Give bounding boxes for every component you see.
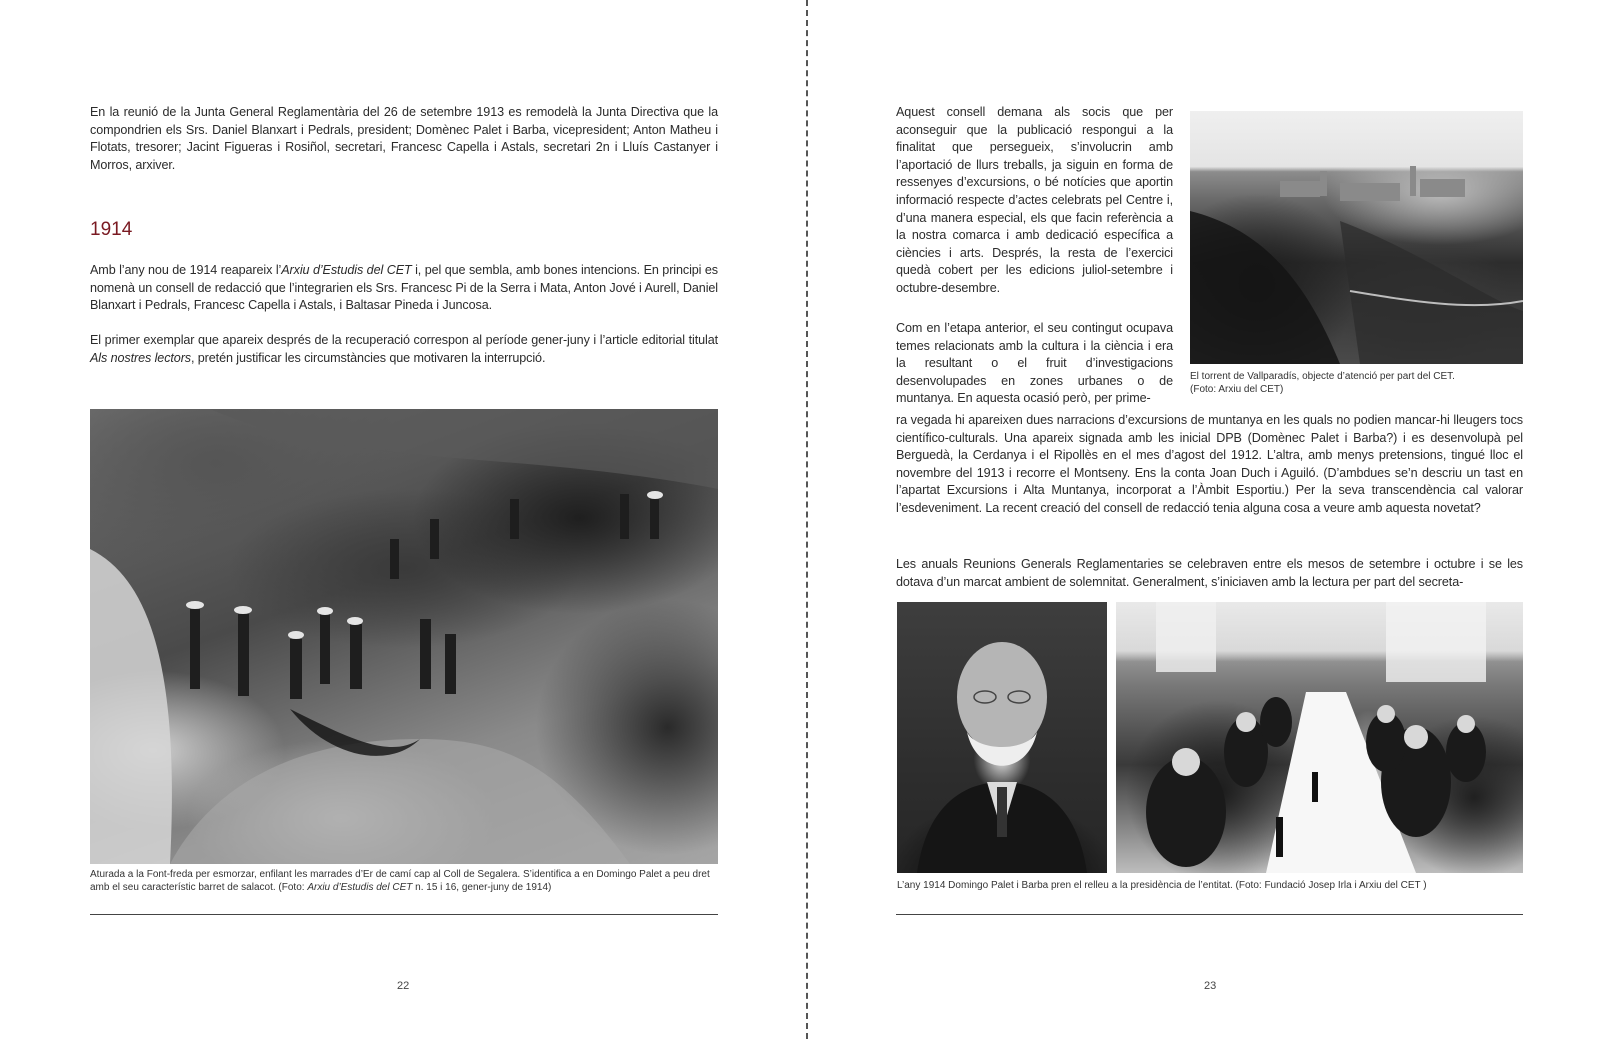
right-paragraph-2-narrow: Com en l’etapa anterior, el seu contingut ocupava temes relacionats amb la cultura i la ciència i era la resultant o el fruit d’investigacions desenvolupades en zones urbanes o de muntanya. En aquesta ocasió però, per prime- <box>896 321 1173 406</box>
page-number-left: 22 <box>397 980 410 992</box>
left-page <box>0 0 806 1039</box>
vallparadis-caption-line-2: (Foto: Arxiu del CET) <box>1190 384 1284 395</box>
year-heading: 1914 <box>90 219 133 240</box>
left-page-rule <box>90 914 718 915</box>
mountain-photo-caption: Aturada a la Font-freda per esmorzar, enfilant les marrades d’Er de camí cap al Coll de Segalera. S’identifica a en Domingo Palet a peu dret amb el seu característic barret de salacot. (Foto: Arxiu d’Estudis del CET n. 15 i 16, gener-juny de 1914) <box>90 869 710 893</box>
left-paragraph-2: Amb l’any nou de 1914 reapareix l’Arxiu d’Estudis del CET i, pel que sembla, amb bones intencions. En principi es nomenà un consell de redacció que l’integrarien els Srs. Francesc Pi de la Serra i Mata, Anton Jové i Aurell, Daniel Blanxart i Pedrals, Francesc Capella i Astals, i Baltasar Pineda i Juncosa. <box>90 263 719 313</box>
domingo-palet-portrait-photo <box>897 602 1107 873</box>
right-page <box>808 0 1613 1039</box>
mountain-excursion-photo <box>90 409 718 864</box>
right-paragraph-1: Aquest consell demana als socis que per aconseguir que la publicació respongui a la finalitat que persegueix, s’involucrin amb l’aportació de llurs treballs, ja siguin en forma de ressenyes d’excursions, o bé notícies que aportin informació respecte d’actes celebrats pel Centre i, d’una manera especial, els que facin referència a la nostra comarca i amb dedicació específica a ciències i arts. Després, la resta de l’exercici quedà cobert per les edicions juliol-setembre i octubre-desembre. <box>896 105 1173 295</box>
vallparadis-caption-line-1: El torrent de Vallparadís, objecte d’atenció per part del CET. <box>1190 371 1455 382</box>
left-paragraph-1: En la reunió de la Junta General Reglamentària del 26 de setembre 1913 es remodelà la Junta Directiva que la compondrien els Srs. Daniel Blanxart i Pedrals, president; Domènec Palet i Barba, vicepresident; Anton Matheu i Flotats, tresorer; Jacint Figueras i Rosiñol, secretari, Francesc Capella i Astals, secretari 2n i Lluís Castanyer i Morros, arxiver. <box>90 105 718 172</box>
page-number-right: 23 <box>1204 980 1217 992</box>
banquet-photo-caption: L’any 1914 Domingo Palet i Barba pren el relleu a la presidència de l’entitat. (Foto: Fundació Josep Irla i Arxiu del CET ) <box>897 880 1427 891</box>
right-paragraph-3: Les anuals Reunions Generals Reglamentaries se celebraven entre els mesos de setembre i octubre i se les dotava d’un marcat ambient de solemnitat. Generalment, s’iniciaven amb la lectura per part del secreta- <box>896 557 1523 589</box>
left-paragraph-3: El primer exemplar que apareix després de la recuperació correspon al període gener-juny i l’article editorial titulat Als nostres lectors, pretén justificar les circumstàncies que motivaren la interrupció. <box>90 333 718 365</box>
right-paragraph-2-wide: ra vegada hi apareixen dues narracions d’excursions de muntanya en les quals no podien mancar-hi lleugers tocs científico-culturals. Una apareix signada amb les inicial DPB (Domènec Palet i Barba?) i es desenvolupà pel Berguedà, la Cerdanya i el Ripollès en el mes d’agost del 1912. L’altra, amb menys pretensions, tingué lloc el novembre del 1913 i recorre el Montseny. Ens la conta Joan Duch i Aguiló. (D’ambdues se’n descriu un tast en l’apartat Excursions i Alta Muntanya, incorporat a l’Àmbit Esportiu.) Per la seva transcendència cal valorar l’esdeveniment. La recent creació del consell de redacció tenia alguna cosa a veure amb aquesta novetat? <box>896 413 1523 515</box>
right-page-rule <box>896 914 1523 915</box>
vallparadis-torrent-photo <box>1190 111 1523 364</box>
banquet-photo <box>1116 602 1523 873</box>
